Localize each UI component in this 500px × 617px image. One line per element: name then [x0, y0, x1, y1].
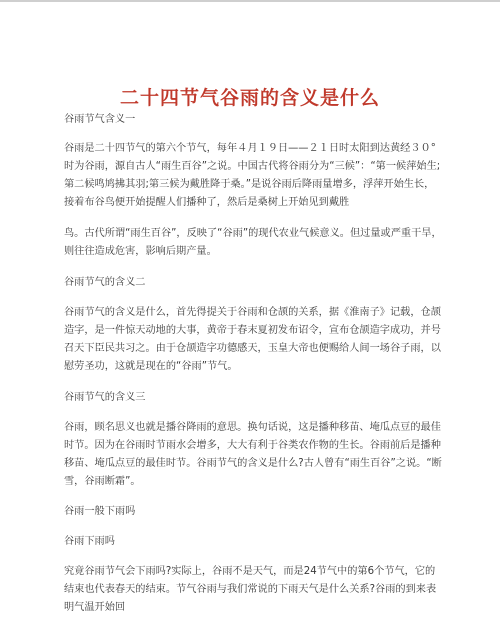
article-body	[64, 111, 444, 617]
section-heading: 谷雨节气含义一	[64, 114, 136, 125]
paragraph: 究竟谷雨节气会下雨吗?实际上，谷雨不是天气，而是24节气中的第6个节气，它的结束也代表春天的结束。节气谷雨与我们常说的下雨天气是什么关系?谷雨的到来表明气温开始回	[64, 566, 437, 613]
section-heading: 谷雨下雨吗	[64, 536, 115, 547]
paragraph: 谷雨，顾名思义也就是播谷降雨的意思。换句话说，这是播种移苗、埯瓜点豆的最佳时节。因为在谷雨时节雨水会增多，大大有利于谷类农作物的生长。谷雨前后是播种移苗、埯瓜点豆的最佳时节。谷雨节气的含义是什么?古人曾有“雨生百谷”之说。“断雪，谷雨断霜”。	[64, 422, 442, 487]
paragraph: 谷雨是二十四节气的第六个节气，每年４月１９日——２１日时太阳到达黄经３０°时为谷雨，源自古人“雨生百谷”之说。中国古代将谷雨分为“三候”：“第一候萍始生;第二候鸣鸠拂其羽;第三候为戴胜降于桑。”是说谷雨后降雨量增多，浮萍开始生长，接着布谷鸟便开始提醒人们播种了，然后是桑树上开始见到戴胜	[64, 143, 441, 208]
paragraph: 鸟。古代所谓“雨生百谷”，反映了“谷雨”的现代农业气候意义。但过量或严重干旱，则往往造成危害，影响后期产量。	[64, 228, 442, 257]
paragraph: 谷雨节气的含义是什么，首先得提关于谷雨和仓颉的关系，据《淮南子》记载，仓颉造字，是一件惊天动地的大事，黄帝于春末夏初发布诏令，宣布仓颉造字成功，并号召天下臣民共习之。由于仓颉造字功德感天，玉皇大帝也便赐给人间一场谷子雨，以慰劳圣功，这就是现在的“谷雨”节气。	[64, 307, 441, 372]
top-divider	[0, 0, 500, 2]
section-heading: 谷雨一般下雨吗	[64, 506, 136, 517]
article-title: 二十四节气谷雨的含义是什么	[119, 86, 380, 109]
section-heading: 谷雨节气的含义三	[64, 392, 146, 403]
section-heading: 谷雨节气的含义二	[64, 277, 146, 288]
